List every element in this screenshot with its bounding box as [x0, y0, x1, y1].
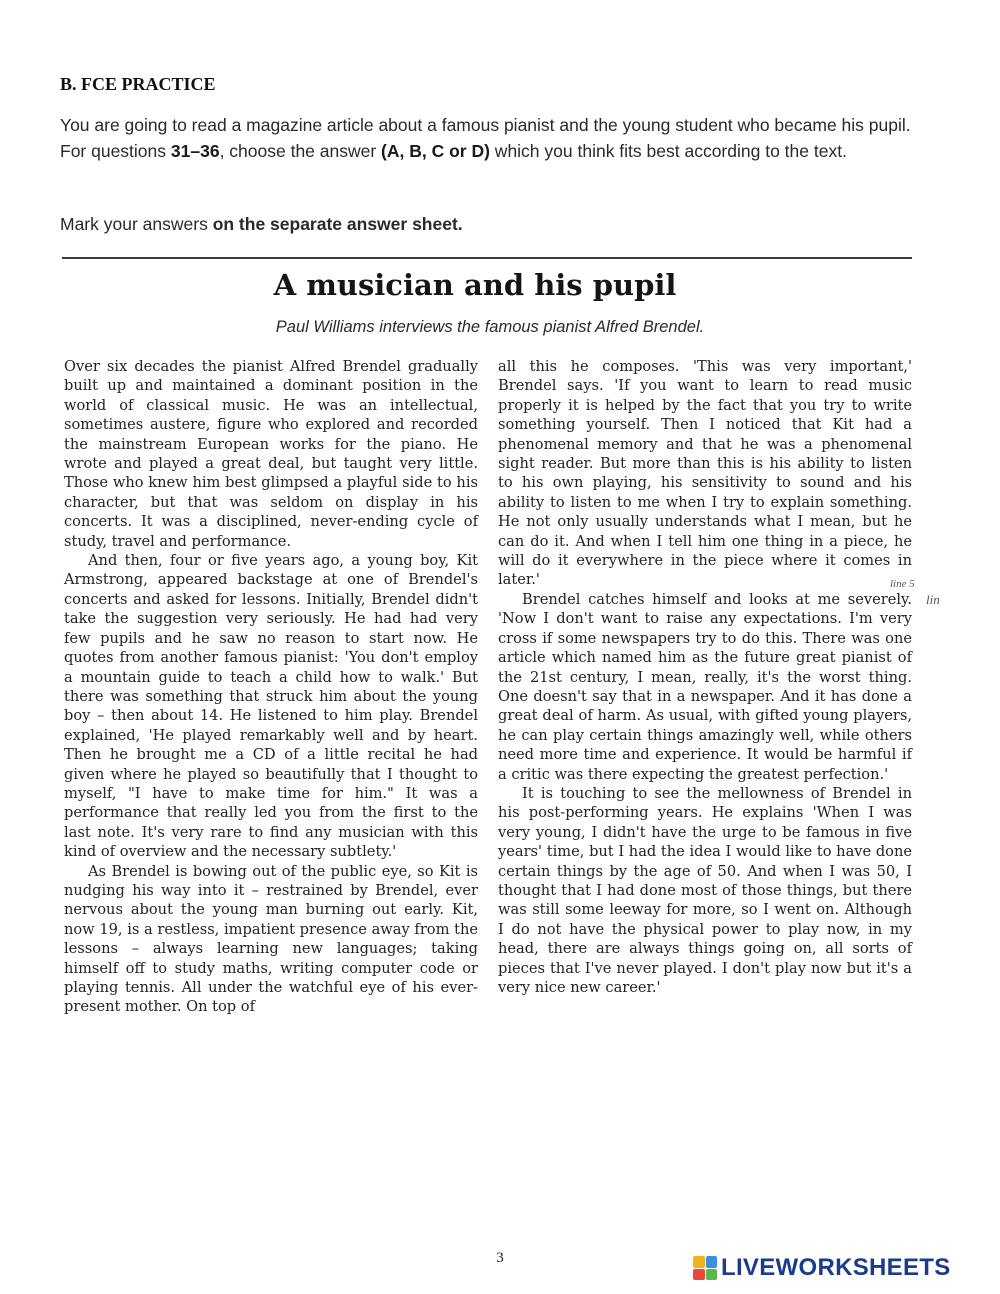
mark-bold: on the separate answer sheet.: [212, 214, 463, 234]
paragraph: As Brendel is bowing out of the public eye, so Kit is nudging his way into it – restrained by Brendel, ever nervous about the young man burning out early. Kit, now 19, is a restless, impatient presence away from the lessons – always learning new languages; taking himself off to study maths, writing computer code or playing tennis. All under the watchful eye of his ever-present mother. On top of: [64, 862, 478, 1016]
section-title: B. FCE PRACTICE: [60, 74, 216, 94]
mark-prefix: Mark your answers: [60, 214, 213, 234]
paragraph: Over six decades the pianist Alfred Brendel gradually built up and maintained a dominant position in the world of classical music. He was an intellectual, sometimes austere, figure who explored and recorded the mainstream European works for the piano. He wrote and played a great deal, but taught very little. Those who knew him best glimpsed a playful side to his character, but that was seldom on display in his concerts. It was a disciplined, never-ending cycle of study, travel and performance.: [64, 358, 478, 550]
article-column-left: [64, 357, 478, 1017]
paragraph: It is touching to see the mellowness of Brendel in his post-performing years. He explains 'When I was very young, I didn't have the urge to be famous in five years' time, but I had the idea I would like to have done certain things by the age of 50. And when I was 50, I thought that I had done most of those things, but there was still some leeway for more, so I went on. Although I do not have the physical power to play now, in my head, there are always things going on, all sorts of pieces that I've never played. I don't play now but it's a very nice new career.': [498, 784, 912, 996]
question-range: 31–36: [170, 141, 220, 161]
paragraph: all this he composes. 'This was very important,' Brendel says. 'If you want to learn to read music properly it is helped by the fact that you try to write something yourself. Then I noticed that Kit had a phenomenal memory and that he was a phenomenal sight reader. But more than this is his ability to listen to his own playing, his sensitivity to sound and his ability to listen to me when I try to explain something. He not only usually understands what I mean, but he can do it. And when I tell him one thing in a piece, he will do it everywhere in the piece where it comes in later.': [498, 358, 912, 589]
liveworksheets-logo[interactable]: [693, 1253, 951, 1283]
logo-square: [693, 1256, 705, 1268]
line-marker: line 5: [890, 578, 915, 590]
paragraph: Brendel catches himself and looks at me severely. 'Now I don't want to raise any expectations. I'm very cross if some newspapers try to do this. There was one article which named him as the future great pianist of the 21st century, I mean, really, it's the worst thing. One doesn't say that in a newspaper. And it has done a great deal of harm. As usual, with gifted young players, he can play certain things amazingly well, while others need more time and experience. It would be harmful if a critic was there expecting the greatest perfection.': [498, 590, 912, 783]
liveworksheets-icon: [693, 1256, 717, 1280]
brand-name: LIVEWORKSHEETS: [721, 1254, 951, 1281]
logo-square: [706, 1256, 718, 1268]
instructions: [60, 112, 920, 164]
instructions-text: You are going to read a magazine article about a famous pianist and the young student who became his pupil. For questions: [60, 115, 911, 161]
page-number: 3: [496, 1250, 504, 1266]
answer-options: (A, B, C or D): [381, 141, 490, 161]
logo-square: [706, 1269, 718, 1281]
divider: [62, 257, 912, 259]
article-column-right: [498, 357, 912, 997]
mark-answers-note: [60, 214, 463, 235]
instructions-text: which you think fits best according to the text.: [489, 141, 847, 161]
article-byline: Paul Williams interviews the famous pianist Alfred Brendel.: [275, 318, 705, 336]
article-title: A musician and his pupil: [273, 268, 677, 302]
instructions-text: , choose the answer: [219, 141, 382, 161]
paragraph: And then, four or five years ago, a young boy, Kit Armstrong, appeared backstage at one of Brendel's concerts and asked for lessons. Initially, Brendel didn't take the suggestion very seriously. He had had very few pupils and he saw no reason to start now. He quotes from another famous pianist: 'You don't employ a mountain guide to teach a child how to walk.' But there was something that struck him about the young boy – then about 14. He listened to him play. Brendel explained, 'He played remarkably well and by heart. Then he brought me a CD of a little recital he had given where he played so beautifully that I thought to myself, "I have to make time for him." It was a performance that really led you from the first to the last note. It's very rare to find any musician with this kind of overview and the necessary subtlety.': [64, 552, 478, 861]
logo-square: [693, 1269, 705, 1281]
line-marker: lin: [926, 592, 940, 607]
